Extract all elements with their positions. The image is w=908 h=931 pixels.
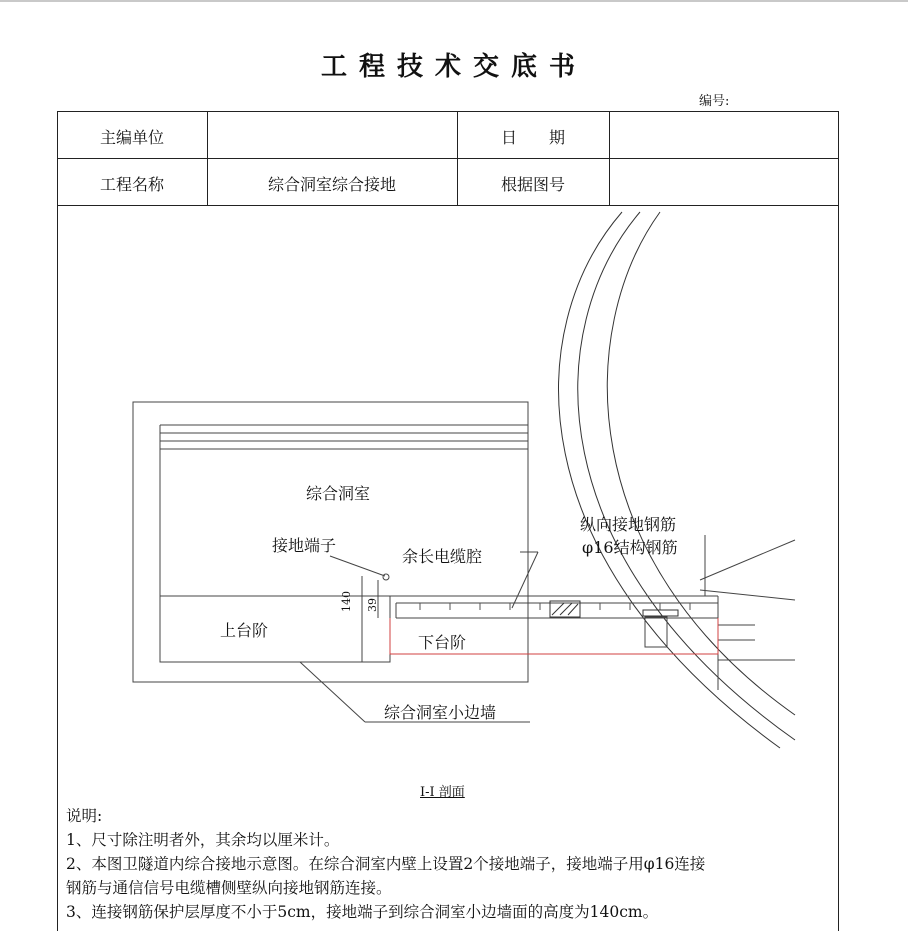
cable-cavity-label: 余长电缆腔 bbox=[402, 547, 483, 566]
note-item: 钢筋与通信信号电缆槽侧壁纵向接地钢筋连接。 bbox=[66, 879, 392, 897]
side-wall-label: 综合洞室小边墙 bbox=[384, 703, 497, 722]
lower-bench-label: 下台阶 bbox=[418, 633, 467, 652]
note-item: 1、尺寸除注明者外，其余均以厘米计。 bbox=[66, 831, 340, 849]
tunnel-lining-arcs bbox=[559, 212, 795, 748]
chamber-label: 综合洞室 bbox=[306, 484, 371, 503]
editor-unit-label: 主编单位 bbox=[99, 128, 164, 147]
project-name-label: 工程名称 bbox=[99, 175, 164, 194]
date-label: 日 期 bbox=[500, 128, 565, 147]
ground-terminal-icon bbox=[383, 574, 389, 580]
rebar-ticks bbox=[420, 603, 690, 610]
note-item: 2、本图卫隧道内综合接地示意图。在综合洞室内壁上设置2个接地端子，接地端子用φ16连接 bbox=[66, 855, 706, 873]
dimension-39: 39 bbox=[366, 598, 379, 612]
section-caption: I-I 剖面 bbox=[420, 785, 465, 800]
document-number-label: 编号: bbox=[699, 94, 730, 109]
project-name-value: 综合洞室综合接地 bbox=[267, 175, 396, 194]
structural-rebar-label: φ16结构钢筋 bbox=[582, 538, 678, 557]
ground-terminal-label: 接地端子 bbox=[272, 536, 337, 555]
upper-bench-block bbox=[160, 596, 390, 662]
longitudinal-rebar-label: 纵向接地钢筋 bbox=[580, 515, 677, 534]
note-item: 3、连接钢筋保护层厚度不小于5cm，接地端子到综合洞室小边墙面的高度为140cm。 bbox=[66, 903, 659, 921]
document-title: 工程技术交底书 bbox=[320, 52, 587, 82]
dimension-140: 140 bbox=[340, 591, 353, 612]
upper-bench-label: 上台阶 bbox=[220, 621, 269, 640]
notes-heading: 说明: bbox=[66, 807, 103, 825]
drawing-number-label: 根据图号 bbox=[500, 175, 565, 194]
